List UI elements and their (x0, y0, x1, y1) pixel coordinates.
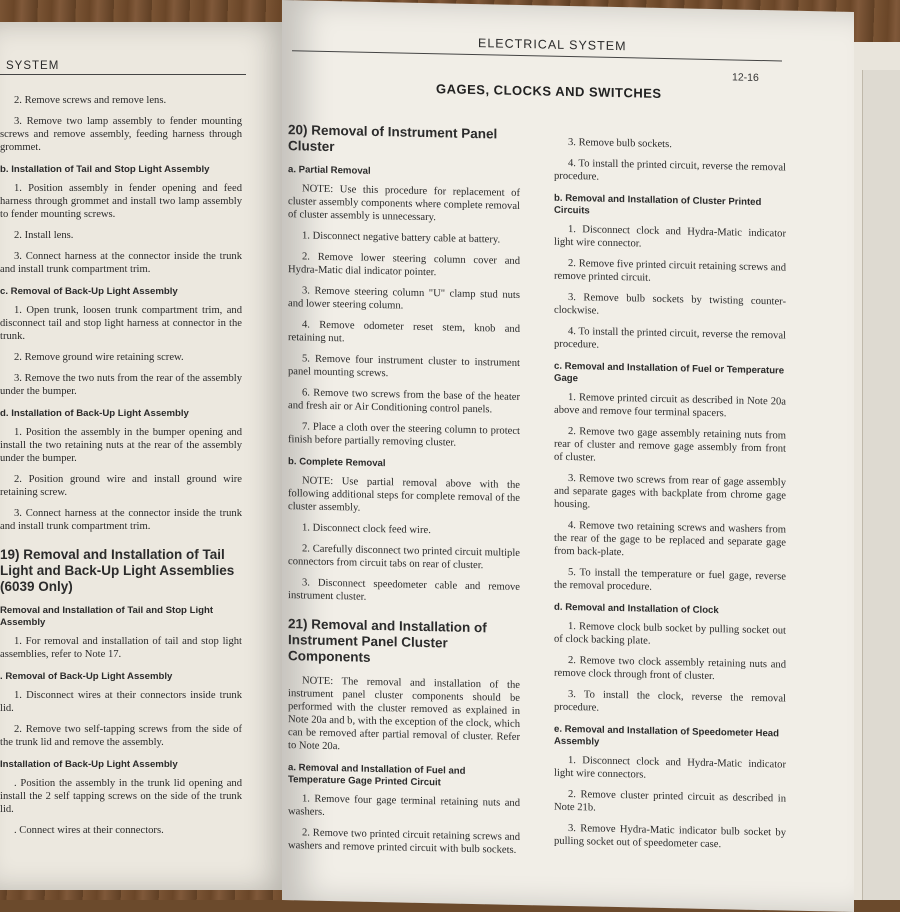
subsection-heading: d. Installation of Back-Up Light Assembly (0, 408, 189, 419)
section-title: GAGES, CLOCKS AND SWITCHES (436, 81, 662, 101)
step-paragraph: 1. Remove clock bulb socket by pulling socket out of clock backing plate. (554, 620, 786, 647)
step-paragraph: 2. Remove ground wire retaining screw. (14, 352, 184, 363)
subsection-heading: b. Removal and Installation of Cluster Printed Circuits (554, 192, 762, 217)
step-paragraph: 1. Disconnect negative battery cable at battery. (302, 230, 501, 246)
right-head-rule (292, 50, 782, 61)
subsection-heading: a. Partial Removal (288, 164, 371, 177)
step-paragraph: 1. Open trunk, loosen trunk compartment trim, and disconnect tail and stop light harness at connector in the trunk. (0, 305, 242, 342)
page-number: 12-16 (732, 71, 759, 84)
step-paragraph: 2. Position ground wire and install ground wire retaining screw. (0, 474, 242, 498)
section-heading: 20) Removal of Instrument Panel Cluster (288, 122, 498, 155)
step-paragraph: . Position the assembly in the trunk lid opening and install the 2 self tapping screws on the side of the trunk lid. (0, 778, 242, 815)
step-paragraph: 1. Remove printed circuit as described in Note 20a above and remove four terminal spacers. (554, 391, 786, 420)
step-paragraph: 3. Remove bulb sockets by twisting counter-clockwise. (554, 291, 786, 317)
step-paragraph: 5. Remove four instrument cluster to instrument panel mounting screws. (288, 353, 520, 380)
step-paragraph: 5. To install the temperature or fuel gage, reverse the removal procedure. (554, 566, 786, 593)
step-paragraph: 3. Remove the two nuts from the rear of the assembly under the bumper. (0, 373, 242, 397)
step-paragraph: 4. Remove two retaining screws and washers from the rear of the gage to be replaced and separate gage from back-plate. (554, 519, 786, 559)
left-column (0, 94, 242, 845)
step-paragraph: 3. Disconnect speedometer cable and remove instrument cluster. (288, 577, 520, 603)
section-heading: 19) Removal and Installation of Tail Light and Back-Up Light Assemblies (6039 Only) (0, 547, 235, 594)
step-paragraph: 2. Remove two self-tapping screws from the side of the trunk lid and remove the assembly. (0, 724, 242, 748)
right-column-2 (554, 136, 786, 861)
step-paragraph: 2. Remove screws and remove lens. (14, 95, 167, 106)
step-paragraph: 2. Remove cluster printed circuit as described in Note 21b. (554, 788, 786, 814)
step-paragraph: 3. Remove two lamp assembly to fender mounting screws and remove assembly, feeding harness through grommet. (0, 116, 242, 153)
step-paragraph: 2. Remove five printed circuit retaining screws and remove printed circuit. (554, 257, 786, 284)
step-paragraph: 3. Remove Hydra-Matic indicator bulb socket by pulling socket out of speedometer case. (554, 822, 786, 851)
back-pages-edge (862, 70, 900, 900)
subsection-heading: e. Removal and Installation of Speedometer Head Assembly (554, 723, 779, 748)
step-paragraph: 1. Disconnect wires at their connectors inside trunk lid. (0, 690, 242, 714)
subsection-heading: c. Removal and Installation of Fuel or Temperature Gage (554, 360, 785, 385)
step-paragraph: 1. Disconnect clock feed wire. (302, 522, 431, 537)
right-running-head: ELECTRICAL SYSTEM (478, 36, 627, 54)
left-page (0, 22, 290, 890)
step-paragraph: 6. Remove two screws from the base of the heater and fresh air or Air Conditioning control panels. (288, 387, 520, 416)
subsection-heading: b. Installation of Tail and Stop Light Assembly (0, 164, 210, 175)
step-paragraph: NOTE: Use this procedure for replacement of cluster assembly components where complete removal of cluster assembly is unnecessary. (288, 183, 520, 224)
step-paragraph: 1. Disconnect clock and Hydra-Matic indicator light wire connector. (554, 223, 786, 250)
step-paragraph: 1. Disconnect clock and Hydra-Matic indicator light wire connectors. (554, 754, 786, 781)
step-paragraph: 2. Remove lower steering column cover and Hydra-Matic dial indicator pointer. (288, 251, 520, 279)
subsection-heading: d. Removal and Installation of Clock (554, 601, 719, 617)
left-head-rule (0, 74, 246, 75)
step-paragraph: 4. To install the printed circuit, reverse the removal procedure. (554, 325, 786, 351)
step-paragraph: 2. Remove two gage assembly retaining nuts from rear of cluster and remove gage assembly from front of cluster. (554, 425, 786, 464)
step-paragraph: 3. Remove two screws from rear of gage assembly and separate gages with backplate from chrome gage housing. (554, 472, 786, 511)
step-paragraph: 2. Remove two printed circuit retaining screws and washers and remove printed circuit with bulb sockets. (288, 827, 520, 856)
step-paragraph: 3. Connect harness at the connector inside the trunk and install trunk compartment trim. (0, 508, 242, 532)
step-paragraph: 1. Remove four gage terminal retaining nuts and washers. (288, 793, 520, 818)
step-paragraph: . Connect wires at their connectors. (14, 825, 164, 836)
step-paragraph: 1. Position the assembly in the bumper opening and install the two retaining nuts at the rear of the assembly under the bumper. (0, 427, 242, 464)
left-running-head: SYSTEM (6, 60, 60, 72)
step-paragraph: 2. Install lens. (14, 230, 74, 241)
subsection-heading: Removal and Installation of Tail and Stop Light Assembly (0, 605, 214, 628)
step-paragraph: NOTE: Use partial removal above with the following additional steps for complete removal of the cluster assembly. (288, 475, 520, 514)
subsection-heading: c. Removal of Back-Up Light Assembly (0, 286, 178, 297)
right-column-1 (288, 108, 520, 865)
step-paragraph: 4. Remove odometer reset stem, knob and retaining nut. (288, 319, 520, 345)
step-paragraph: 4. To install the printed circuit, reverse the removal procedure. (554, 157, 786, 183)
section-heading: 21) Removal and Installation of Instrument Panel Cluster Components (288, 616, 487, 665)
subsection-heading: . Removal of Back-Up Light Assembly (0, 671, 173, 682)
step-paragraph: 3. Connect harness at the connector inside the trunk and install trunk compartment trim. (0, 251, 242, 275)
subsection-heading: b. Complete Removal (288, 456, 386, 470)
step-paragraph: 2. Carefully disconnect two printed circuit multiple connectors from circuit tabs on rear of cluster. (288, 543, 520, 572)
subsection-heading: Installation of Back-Up Light Assembly (0, 759, 178, 770)
step-paragraph: NOTE: The removal and installation of the instrument panel cluster components should be performed with the cluster removed as explained in Note 20a and b, with the exception of the clock, which can be removed after partial removal of cluster. Refer to Note 20a. (288, 675, 520, 753)
step-paragraph: 3. To install the clock, reverse the removal procedure. (554, 688, 786, 714)
step-paragraph: 7. Place a cloth over the steering column to protect finish before partially removing cluster. (288, 421, 520, 449)
step-paragraph: 3. Remove steering column "U" clamp stud nuts and lower steering column. (288, 285, 520, 312)
step-paragraph: 1. For removal and installation of tail and stop light assemblies, refer to Note 17. (0, 636, 242, 660)
step-paragraph: 3. Remove bulb sockets. (568, 136, 672, 151)
step-paragraph: 2. Remove two clock assembly retaining nuts and remove clock through front of cluster. (554, 654, 786, 683)
subsection-heading: a. Removal and Installation of Fuel and Temperature Gage Printed Circuit (288, 762, 466, 789)
right-page (282, 0, 854, 912)
step-paragraph: 1. Position assembly in fender opening and feed harness through grommet and install two lamp assembly to fender mounting screws. (0, 183, 242, 220)
